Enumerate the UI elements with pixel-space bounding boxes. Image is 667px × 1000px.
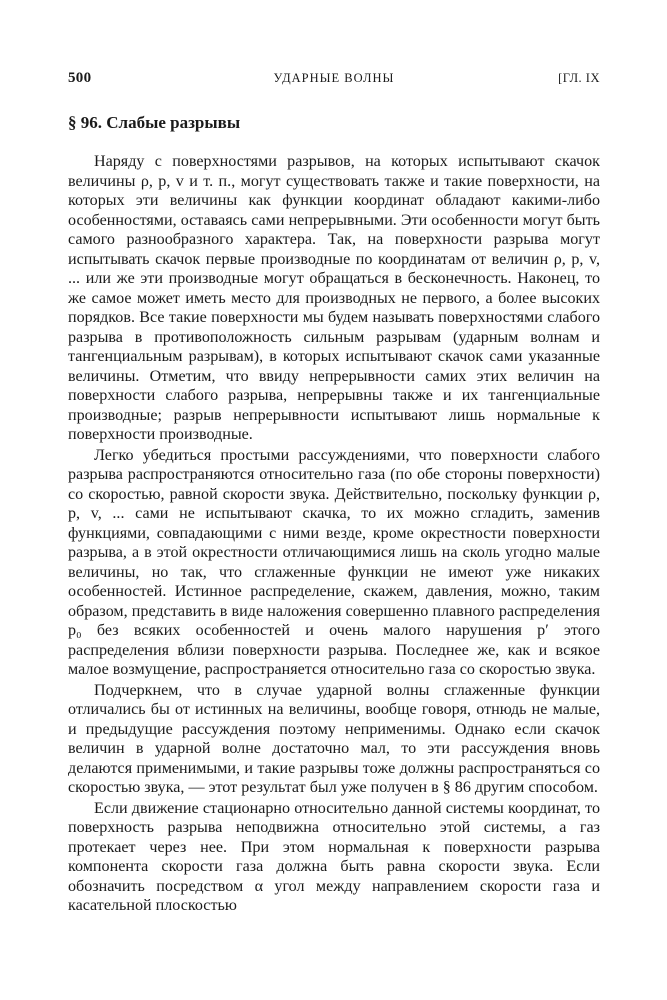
paragraph: Если движение стационарно относительно данной системы координат, то поверхность разрыва неподвижна относительно этой системы, а газ протекает через нее. При этом нормальная к поверхности разрыва компонента скорости газа должна быть равна скорости звука. Если обозначить посредством α угол между направлением скорости газа и касательной плоскостью	[68, 799, 600, 914]
paragraph: Легко убедиться простыми рассуждениями, что поверхности слабого разрыва распространяются относительно газа (по обе стороны поверхности) со скоростью, равной скорости звука. Действительно, поскольку функции ρ, p, v, ... сами не испытывают скачка, то их можно сгладить, заменив функциями, совпадающими с ними везде, кроме окрестности поверхности разрыва, а в этой окрестности отличающимися лишь на сколь угодно малые величины, но так, что сглаженные функции не имеют уже никаких особенностей. Истинное распределение, скажем, давления, можно, таким образом, представить в виде наложения совершенно плавного распределения p₀ без всяких особенностей и очень малого нарушения p′ этого распределения вблизи поверхности разрыва. Последнее же, как и всякое малое возмущение, распространяется относительно газа со скоростью звука.	[68, 446, 600, 678]
running-title: УДАРНЫЕ ВОЛНЫ	[273, 71, 395, 85]
paragraph: Подчеркнем, что в случае ударной волны сглаженные функции отличались бы от истинных на величины, вообще говоря, отнюдь не малые, и предыдущие рассуждения поэтому неприменимы. Однако если скачок величин в ударной волне достаточно мал, то эти рассуждения вновь делаются применимыми, и такие разрывы тоже должны распространяться со скоростью звука, — этот результат был уже получен в § 86 другим способом.	[68, 681, 600, 796]
running-head	[68, 70, 600, 92]
chapter-label: [ГЛ. IX	[558, 71, 600, 85]
paragraph: Наряду с поверхностями разрывов, на которых испытывают скачок величины ρ, p, v и т. п., могут существовать также и такие поверхности, на которых эти величины как функции координат обладают какими-либо особенностями, оставаясь сами непрерывными. Эти особенности могут быть самого разнообразного характера. Так, на поверхности разрыва могут испытывать скачок первые производные по координатам от величин ρ, p, v, ... или же эти производные могут обращаться в бесконечность. Наконец, то же самое может иметь место для производных не первого, а более высоких порядков. Все такие поверхности мы будем называть поверхностями слабого разрыва в противоположность сильным разрывам (ударным волнам и тангенциальным разрывам), в которых испытывают скачок сами указанные величины. Отметим, что ввиду непрерывности самих этих величин на поверхности слабого разрыва, непрерывны также и их тангенциальные производные; разрыв непрерывности испытывают лишь нормальные к поверхности производные.	[68, 153, 600, 443]
page-number: 500	[68, 70, 92, 86]
section-title: § 96. Слабые разрывы	[68, 113, 241, 132]
body-text	[68, 152, 600, 916]
book-page	[68, 70, 600, 916]
